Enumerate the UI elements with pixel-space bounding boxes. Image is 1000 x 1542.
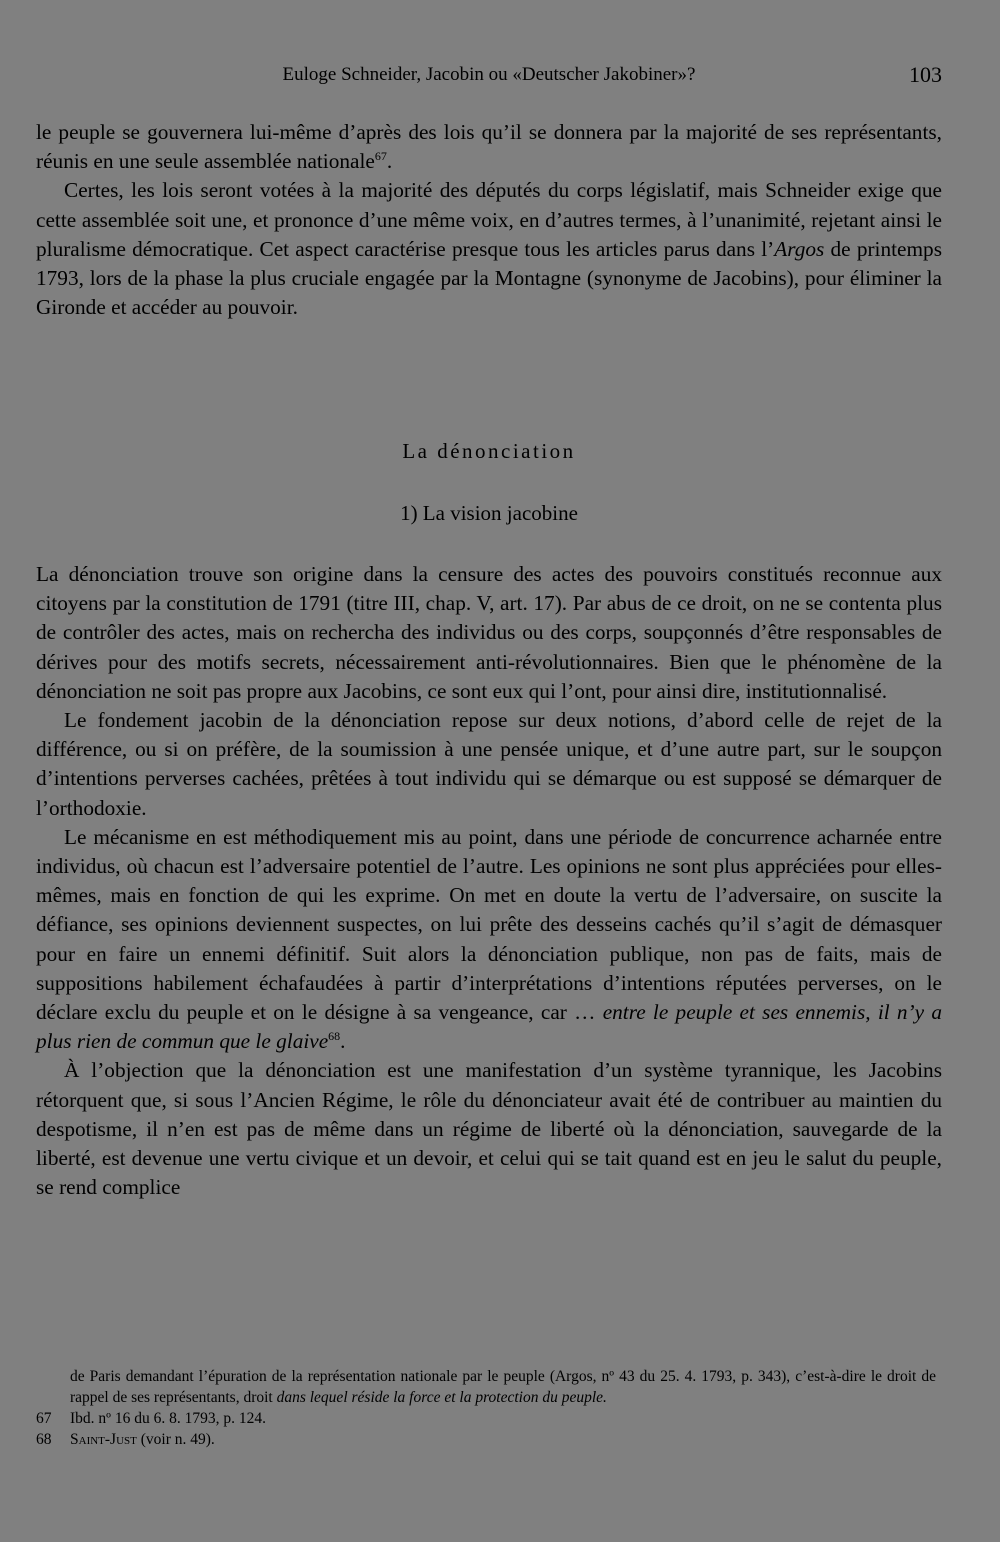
main-paragraph-3-quote: entre le peuple et ses ennemis, il n’y a plus rien de commun que le glaive: [36, 1000, 943, 1054]
footnote-67-number: 67: [36, 1410, 52, 1427]
footnote-ref-68[interactable]: 68: [328, 1029, 341, 1044]
intro-paragraph-1-text: le peuple se gouvernera lui-même d’après des lois qu’il se donnera par la majorité de ses représentants, réunis en une seule assemblée nationale: [36, 120, 942, 174]
footnote-67: [36, 1408, 936, 1429]
page-number: 103: [909, 62, 942, 87]
running-title: Euloge Schneider, Jacobin ou «Deutscher Jakobiner»?: [282, 64, 696, 85]
page-header: [36, 58, 942, 92]
footnote-continued: [36, 1366, 936, 1408]
footnote-68: [36, 1429, 936, 1450]
main-paragraph-4: À l’objection que la dénonciation est une manifestation d’un système tyrannique, les Jacobins rétorquent que, si sous l’Ancien Régime, le rôle du dénonciateur avait été de contribuer au maintien du despotisme, il n’en est pas de même dans un régime de liberté où la dénonciation, sauvegarde de la liberté, est devenue une vertu civique et un devoir, et celui qui se tait quand est en jeu le salut du peuple, se rend complice: [36, 1058, 942, 1200]
main-paragraph-1: La dénonciation trouve son origine dans la censure des actes des pouvoirs constitués reconnue aux citoyens par la constitution de 1791 (titre III, chap. V, art. 17). Par abus de ce droit, on ne se contenta plus de contrôler des actes, mais on rechercha des individus ou des corps, soupçonnés d’être responsables de dérives pour des motifs secrets, nécessairement anti-révolutionnaires. Bien que le phénomène de la dénonciation ne soit pas propre aux Jacobins, ce sont eux qui l’ont, pour ainsi dire, institutionnalisé.: [36, 562, 942, 703]
intro-paragraph-1-end: .: [386, 149, 393, 174]
footnote-68-number: 68: [36, 1431, 52, 1448]
intro-paragraph-2-italic: Argos: [774, 236, 825, 261]
footnote-68-text: (voir n. 49).: [136, 1431, 215, 1448]
section-title: La dénonciation: [402, 439, 576, 463]
subsection-title: 1) La vision jacobine: [400, 501, 578, 525]
footnote-ref-67[interactable]: 67: [374, 149, 387, 164]
intro-paragraph-2-text-a: Certes, les lois seront votées à la majorité des députés du corps législatif, mais Schneider exige que cette assemblée soit une, et prononce d’une même voix, en d’autres termes, à l’unanimité, rejetant ainsi le pluralisme démocratique. Cet aspect caractérise presque tous les articles parus dans l’: [36, 178, 942, 261]
footnote-continued-italic: dans lequel réside la force et la protection du peuple.: [276, 1389, 607, 1406]
intro-text: [36, 118, 942, 322]
main-paragraph-3-text: Le mécanisme en est méthodiquement mis au point, dans une période de concurrence acharnée entre individus, où chacun est l’adversaire potentiel de l’autre. Les opinions ne sont plus appréciées pour elles-mêmes, mais en fonction de qui les exprime. On met en doute la vertu de l’adversaire, on suscite la défiance, ses opinions deviennent suspectes, on lui prête des desseins cachés qu’il s’agit de démasquer pour en faire un ennemi définitif. Suit alors la dénonciation publique, non pas de faits, mais de suppositions habilement échafaudées à partir d’interprétations d’intentions réputées perverses, on le déclare exclu du peuple et on le désigne à sa vengeance, car …: [36, 824, 942, 1025]
intro-paragraph-1: [36, 118, 942, 176]
intro-paragraph-2-text-b: de printemps 1793, lors de la phase la plus cruciale engagée par la Montagne (synonyme de Jacobins), pour éliminer la Gironde et accéder au pouvoir.: [36, 236, 942, 320]
footnote-continued-text: de Paris demandant l’épuration de la représentation nationale par le peuple (Argos, nº 43 du 25. 4. 1793, p. 343), c’est-à-dire le droit de rappel de ses représentants, droit: [70, 1368, 936, 1406]
footnote-67-text: Ibd. nº 16 du 6. 8. 1793, p. 124.: [70, 1410, 266, 1427]
main-paragraph-3: [36, 823, 942, 1057]
footnotes: [36, 1366, 936, 1450]
main-paragraph-2: Le fondement jacobin de la dénonciation repose sur deux notions, d’abord celle de rejet de la différence, ou si on préfère, de la soumission à une pensée unique, et d’une autre part, sur le soupçon d’intentions perverses cachées, prêtées à tout individu qui se démarque ou est supposé se démarquer de l’orthodoxie.: [36, 708, 942, 820]
footnote-68-author: Saint-Just: [70, 1431, 137, 1448]
footnote-68-body: [70, 1429, 215, 1450]
main-paragraph-3-end: .: [340, 1029, 346, 1054]
intro-paragraph-2: [36, 176, 942, 322]
main-text: [36, 560, 942, 1202]
